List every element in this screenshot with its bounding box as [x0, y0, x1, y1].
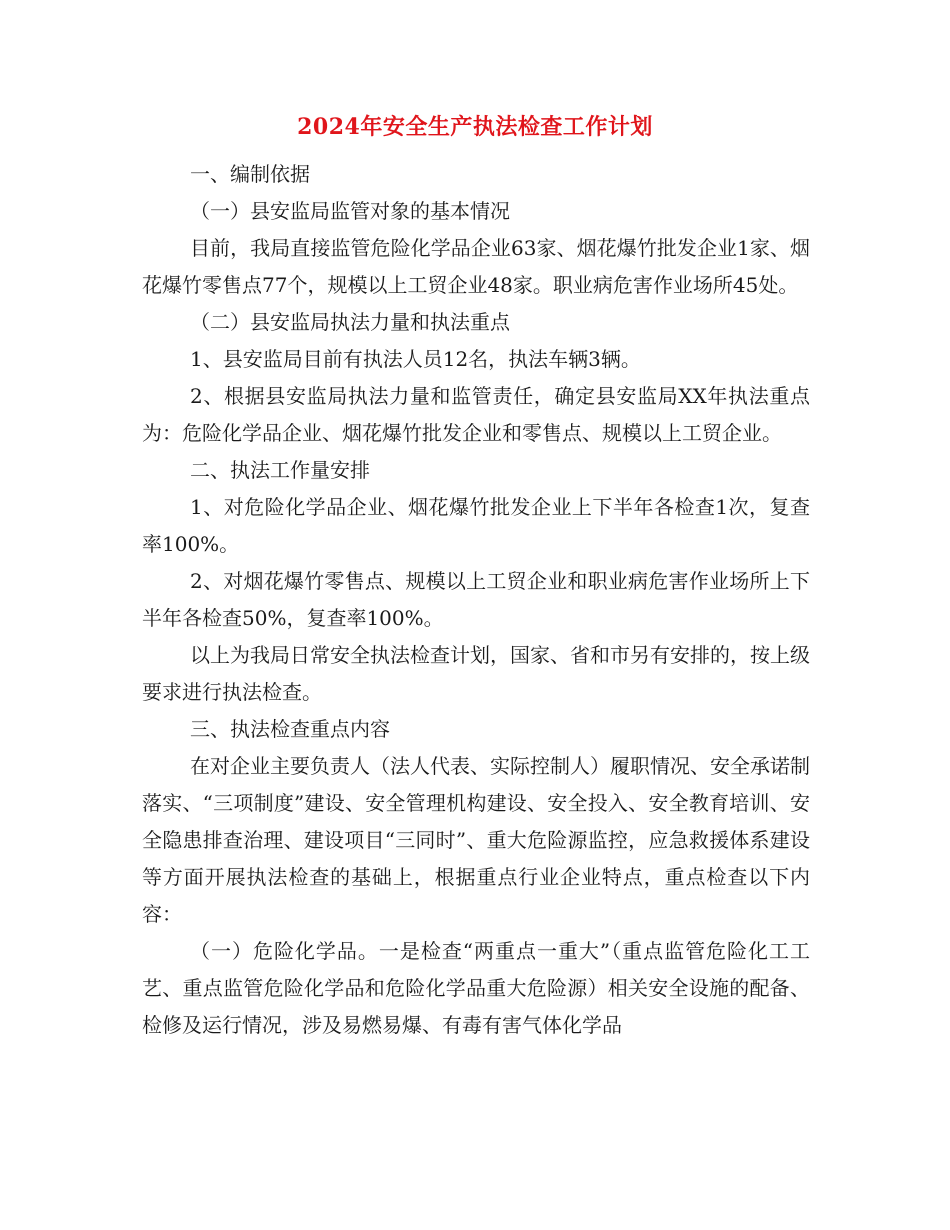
section-heading-1: 一、编制依据 — [190, 162, 310, 186]
paragraph: 在对企业主要负责人（法人代表、实际控制人）履职情况、安全承诺制落实、“三项制度”建设、安全管理机构建设、安全投入、安全教育培训、安全隐患排查治理、建设项目“三同时”、重大危险源监控，应急救援体系建设等方面开展执法检查的基础上，根据重点行业企业特点，重点检查以下内容： — [142, 754, 810, 926]
paragraph: 以上为我局日常安全执法检查计划，国家、省和市另有安排的，按上级要求进行执法检查。 — [142, 643, 810, 704]
paragraph: 2、根据县安监局执法力量和监管责任，确定县安监局XX年执法重点为：危险化学品企业、烟花爆竹批发企业和零售点、规模以上工贸企业。 — [142, 384, 810, 445]
subsection-heading-1-1: （一）县安监局监管对象的基本情况 — [190, 199, 510, 223]
section-heading-2: 二、执法工作量安排 — [190, 458, 370, 482]
paragraph: 1、对危险化学品企业、烟花爆竹批发企业上下半年各检查1次，复查率100%。 — [142, 495, 810, 556]
paragraph: 1、县安监局目前有执法人员12名，执法车辆3辆。 — [190, 347, 641, 371]
subsection-heading-1-2: （二）县安监局执法力量和执法重点 — [190, 310, 510, 334]
paragraph: 2、对烟花爆竹零售点、规模以上工贸企业和职业病危害作业场所上下半年各检查50%，复查率100%。 — [142, 569, 810, 630]
paragraph: （一）危险化学品。一是检查“两重点一重大”（重点监管危险化工工艺、重点监管危险化学品和危险化学品重大危险源）相关安全设施的配备、检修及运行情况，涉及易燃易爆、有毒有害气体化学品 — [142, 939, 810, 1037]
paragraph: 目前，我局直接监管危险化学品企业63家、烟花爆竹批发企业1家、烟花爆竹零售点77个，规模以上工贸企业48家。职业病危害作业场所45处。 — [142, 236, 810, 297]
document-title: 2024年安全生产执法检查工作计划 — [297, 114, 653, 140]
document-body — [142, 156, 810, 1044]
section-heading-3: 三、执法检查重点内容 — [190, 717, 390, 741]
